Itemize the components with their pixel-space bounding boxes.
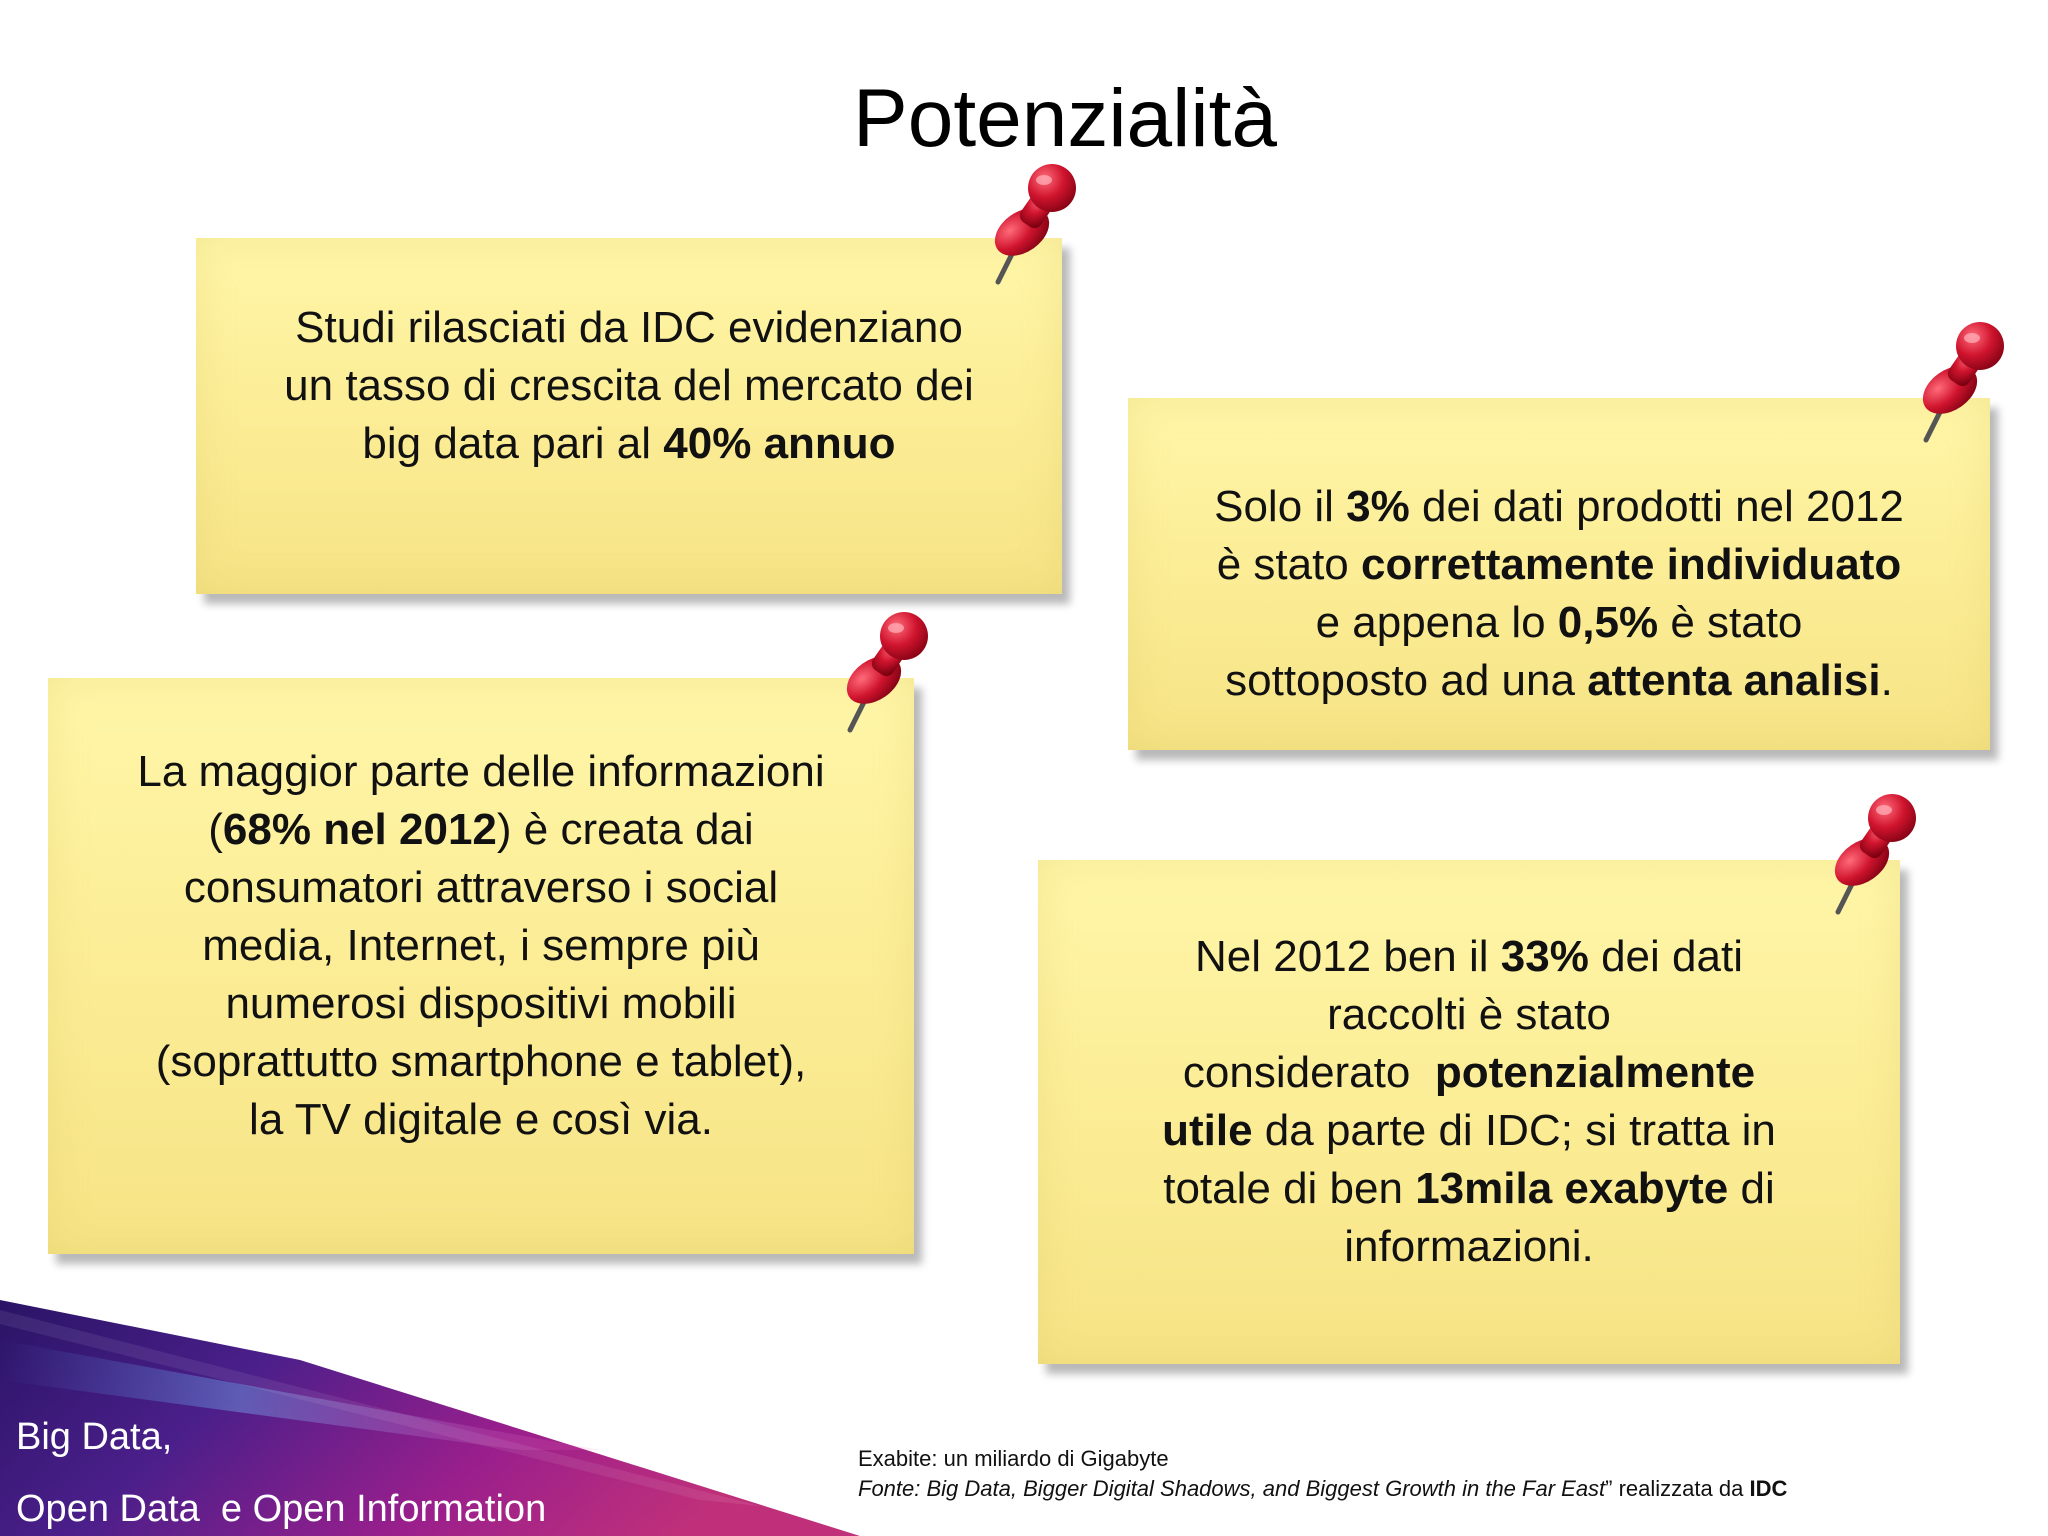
note-line: Nel 2012 ben il <box>1195 932 1501 981</box>
note-line: La maggior parte delle informazioni <box>137 747 825 796</box>
note-highlight: utile <box>1162 1106 1253 1155</box>
note-line: informazioni. <box>1344 1222 1594 1271</box>
slide-title: Potenzialità <box>853 73 1277 164</box>
note-line: ) è creata dai <box>496 805 754 854</box>
note-line: di <box>1728 1164 1775 1213</box>
pushpin-icon <box>1828 788 1920 920</box>
note-line: . <box>1880 656 1893 705</box>
note-line: Solo il <box>1214 482 1347 531</box>
note-highlight: attenta analisi <box>1587 656 1881 705</box>
sticky-note-data-analysis <box>1128 398 1990 750</box>
note-text <box>1214 478 1904 710</box>
source-org: IDC <box>1749 1476 1788 1501</box>
footnote-exabyte: Exabite: un miliardo di Gigabyte <box>858 1446 1169 1471</box>
note-line: la TV digitale e così via. <box>249 1095 713 1144</box>
note-line: dei dati prodotti nel 2012 <box>1409 482 1904 531</box>
note-line: un tasso di crescita del mercato dei <box>284 361 974 410</box>
note-highlight: correttamente individuato <box>1361 540 1902 589</box>
note-line: sottoposto ad una <box>1225 656 1588 705</box>
note-line: è stato <box>1216 540 1361 589</box>
note-line: numerosi dispositivi mobili <box>225 979 737 1028</box>
note-text <box>137 743 824 1149</box>
note-line: consumatori attraverso i social <box>183 863 779 912</box>
pushpin-icon <box>840 606 932 738</box>
note-line: totale di ben <box>1163 1164 1416 1213</box>
brand-line-2: Open Data e Open Information <box>16 1488 547 1530</box>
note-line: (soprattutto smartphone e tablet), <box>155 1037 807 1086</box>
note-text <box>1162 928 1776 1276</box>
note-line: dei dati <box>1588 932 1743 981</box>
note-line: da parte di IDC; si tratta in <box>1252 1106 1776 1155</box>
note-line: è stato <box>1658 598 1803 647</box>
note-line: Studi rilasciati da IDC evidenziano <box>295 303 963 352</box>
note-highlight: 13mila exabyte <box>1415 1164 1729 1213</box>
note-highlight: 33% <box>1500 932 1589 981</box>
brand-line-1: Big Data, <box>16 1416 173 1458</box>
note-line: big data pari al <box>362 419 664 468</box>
note-highlight: 3% <box>1346 482 1410 531</box>
note-text <box>284 299 974 473</box>
note-highlight: 68% nel 2012 <box>222 805 497 854</box>
pushpin-icon <box>988 158 1080 290</box>
footnote-source <box>858 1478 1787 1500</box>
note-line: e appena lo <box>1315 598 1558 647</box>
note-line: ( <box>208 805 223 854</box>
note-highlight: 40% annuo <box>663 419 896 468</box>
note-line: considerato <box>1182 1048 1435 1097</box>
source-title: Fonte: Big Data, Bigger Digital Shadows, and Biggest Growth in the Far East <box>858 1476 1606 1501</box>
sticky-note-growth-rate <box>196 238 1062 594</box>
sticky-note-useful-data <box>1038 860 1900 1364</box>
note-line: raccolti è stato <box>1327 990 1611 1039</box>
source-text: ” realizzata da <box>1605 1476 1750 1501</box>
note-highlight: potenzialmente <box>1434 1048 1756 1097</box>
note-line: media, Internet, i sempre più <box>202 921 760 970</box>
sticky-note-information-sources <box>48 678 914 1254</box>
pushpin-icon <box>1916 316 2008 448</box>
note-highlight: 0,5% <box>1557 598 1659 647</box>
